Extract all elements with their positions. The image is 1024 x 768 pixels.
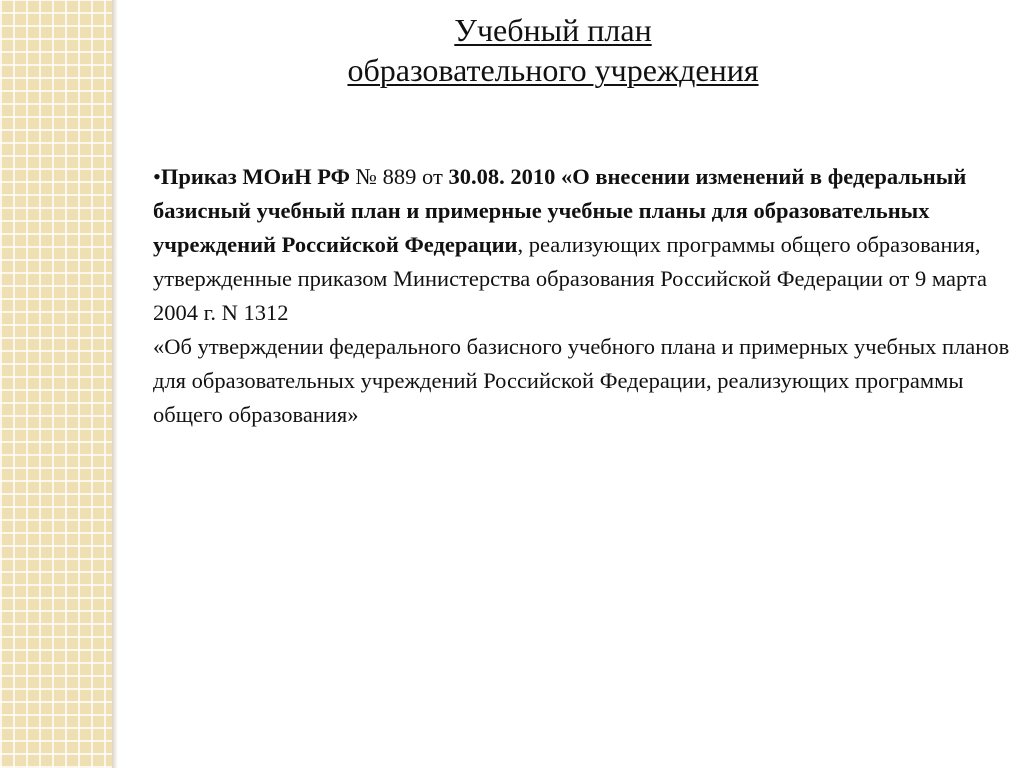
slide-title-line-1: Учебный план (454, 12, 652, 48)
slide-title (118, 10, 988, 90)
slide-title-line-2: образовательного учреждения (347, 52, 759, 88)
order-2004-title: «Об утверждении федерального базисного учебного плана и примерных учебных планов для образовательных учреждений Российской Федерации, реализующих программы общего образования» (153, 334, 1010, 427)
slide-body (153, 160, 1013, 432)
order-description: , реализующих программы общего образования, утвержденные приказом Министерства образования Российской Федерации от 9 марта 2004 г. N 1312 (153, 232, 988, 325)
bullet-marker: • (153, 164, 161, 189)
order-number: № 889 от (349, 164, 449, 189)
order-name: Приказ МОиН РФ (160, 164, 350, 189)
decorative-side-pattern (0, 0, 112, 768)
order-date-and-title: 30.08. 2010 «О внесении изменений в федеральный базисный учебный план и примерные учебные планы для образовательных учреждений Российской Федерации (153, 164, 967, 257)
side-pattern-shadow (112, 0, 118, 768)
